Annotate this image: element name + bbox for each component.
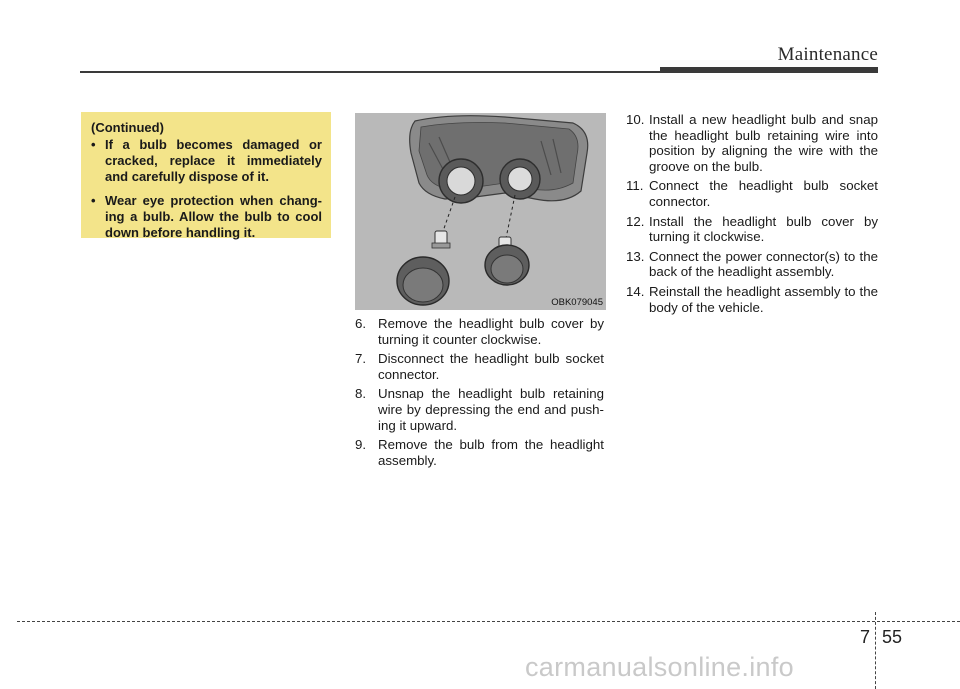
step-text: Connect the power connector(s) to the back of the headlight assembly. (649, 248, 878, 280)
step-number: 12. (626, 213, 645, 229)
warning-box (81, 112, 331, 238)
step-item (626, 178, 878, 209)
step-text: Install the headlight bulb cover by turning it clockwise. (649, 213, 878, 245)
warning-list (91, 137, 322, 241)
step-item (355, 351, 604, 382)
step-number: 6. (355, 316, 367, 331)
steps-list (355, 316, 604, 472)
step-number: 9. (355, 437, 367, 453)
watermark-link[interactable]: carmanualsonline.info (525, 652, 794, 682)
section-title: Maintenance (777, 44, 878, 65)
figure-code: OBK079045 (551, 297, 603, 308)
chapter-number: 7 (860, 627, 871, 647)
step-text: Reinstall the headlight assembly to the body of the vehicle. (649, 283, 878, 315)
step-text: Remove the headlight bulb cover by turning it counter clockwise. (378, 316, 604, 347)
header-rule (80, 71, 660, 73)
headlight-assembly-icon (355, 113, 606, 310)
header-rule-accent (660, 67, 878, 73)
step-text: Disconnect the headlight bulb socket connector. (378, 351, 604, 382)
footer-divider-vertical (875, 612, 876, 689)
warning-bullet: • Wear eye protection when chang-ing a bulb. Allow the bulb to cool down before handling it. (91, 193, 322, 241)
step-number: 7. (355, 351, 367, 367)
step-item (355, 386, 604, 433)
headlight-figure (355, 113, 606, 310)
page-number: 55 (882, 627, 903, 647)
step-item (626, 284, 878, 315)
step-item (626, 214, 878, 245)
step-number: 14. (626, 283, 645, 299)
step-number: 13. (626, 248, 645, 264)
step-item (626, 112, 878, 174)
step-item (355, 437, 604, 468)
step-number: 11. (626, 178, 644, 194)
step-item (355, 316, 604, 347)
step-number: 8. (355, 386, 367, 402)
warning-heading: (Continued) (91, 120, 164, 135)
step-text: Remove the bulb from the headlight assembly. (378, 437, 604, 468)
footer-divider (17, 621, 960, 622)
warning-bullet: • If a bulb becomes damaged or cracked, replace it immediately and carefully dispose of it. (91, 137, 322, 185)
step-text: Install a new headlight bulb and snap the headlight bulb retaining wire into position by aligning the wire with the groove on the bulb. (649, 112, 878, 174)
step-text: Connect the headlight bulb socket connector. (649, 178, 878, 209)
step-number: 10. (626, 112, 645, 127)
steps-list-continued (626, 112, 878, 319)
step-item (626, 249, 878, 280)
step-text: Unsnap the headlight bulb retaining wire by depressing the end and push-ing it upward. (378, 386, 604, 433)
